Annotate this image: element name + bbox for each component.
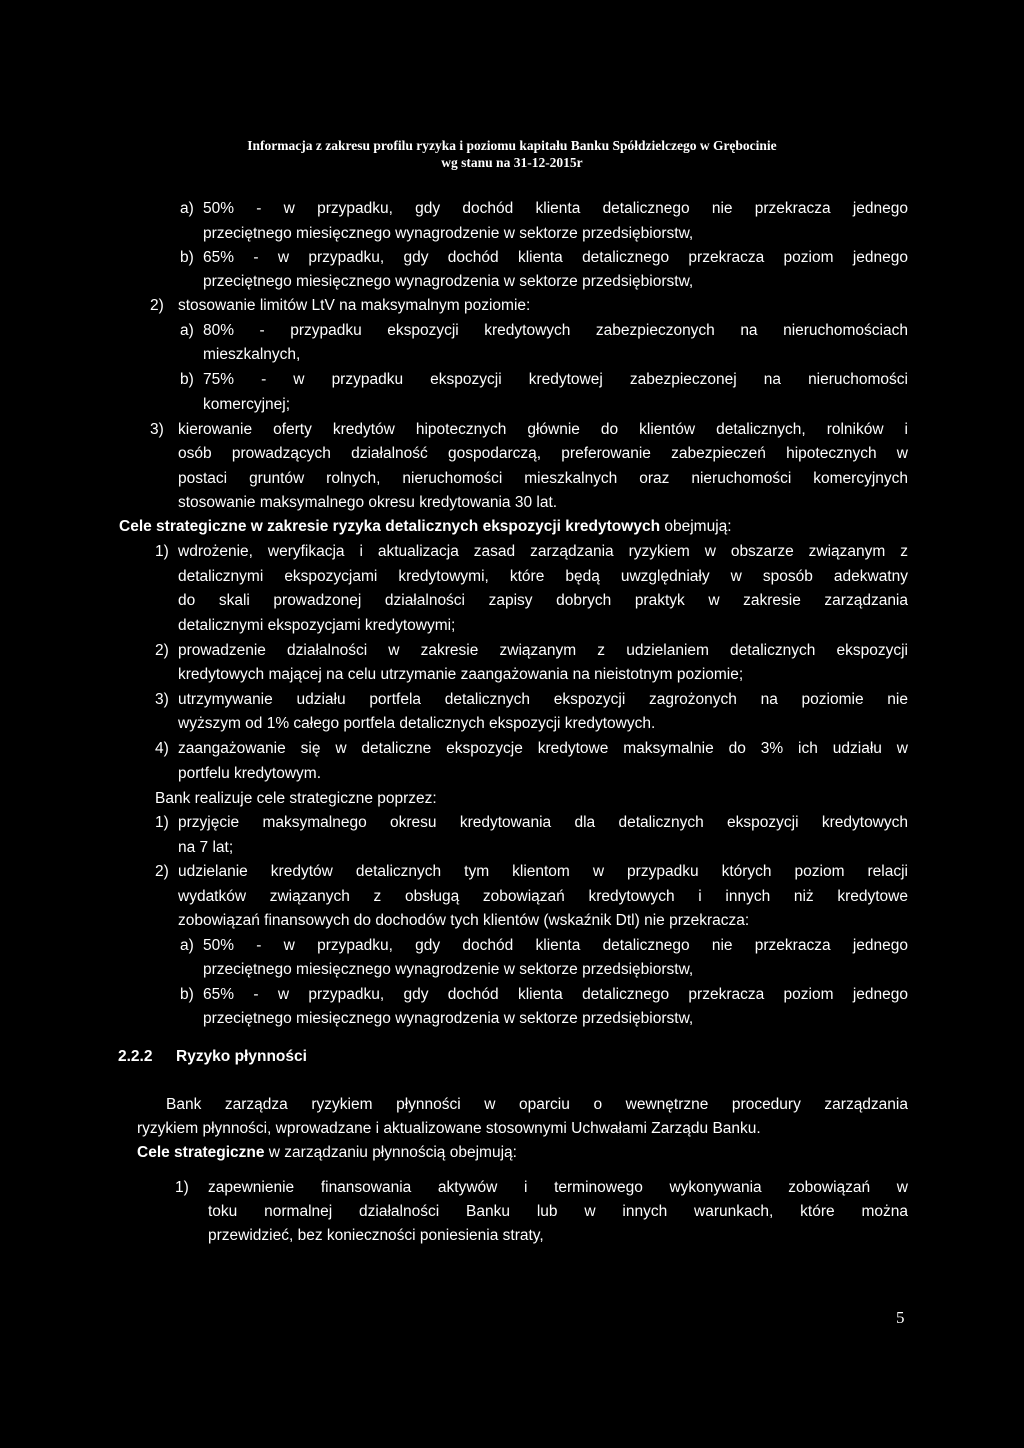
list-marker: 2) (155, 863, 169, 880)
list-item-line: detalicznymi ekspozycjami kredytowymi, które będą uwzględniały w sposób adekwatny (178, 568, 908, 585)
list-item-line: przeciętnego miesięcznego wynagrodzenie w sektorze przedsiębiorstw, (203, 961, 694, 978)
list-item-line: na 7 lat; (178, 839, 234, 856)
paragraph-line: Bank zarządza ryzykiem płynności w oparciu o wewnętrzne procedury zarządzania (166, 1096, 908, 1113)
list-item-line: kredytowych mającej na celu utrzymanie zaangażowania na nieistotnym poziomie; (178, 666, 744, 683)
list-item-line: 65% - w przypadku, gdy dochód klienta detalicznego przekracza poziom jednego (203, 249, 908, 266)
list-item-line: portfelu kredytowym. (178, 765, 321, 782)
list-item-line: stosowanie maksymalnego okresu kredytowania 30 lat. (178, 494, 558, 511)
list-item-line: osób prowadzących działalność gospodarczą, preferowanie zabezpieczeń hipotecznych w (178, 445, 908, 462)
list-item-line: przeciętnego miesięcznego wynagrodzenia w sektorze przedsiębiorstw, (203, 1010, 694, 1027)
paragraph-line: ryzykiem płynności, wprowadzane i aktualizowane stosownymi Uchwałami Zarządu Banku. (137, 1120, 761, 1137)
list-item-line: prowadzenie działalności w zakresie związanym z udzielaniem detalicznych ekspozycji (178, 642, 908, 659)
list-item-line: komercyjnej; (203, 396, 290, 413)
section-title: Ryzyko płynności (176, 1048, 307, 1065)
list-item-line: przewidzieć, bez konieczności poniesienia straty, (208, 1227, 544, 1244)
list-item-line: przeciętnego miesięcznego wynagrodzenia w sektorze przedsiębiorstw, (203, 273, 694, 290)
list-marker: a) (180, 322, 194, 339)
list-marker: 1) (155, 814, 169, 831)
liquidity-goals-heading (137, 1144, 517, 1162)
list-item-line: 65% - w przypadku, gdy dochód klienta detalicznego przekracza poziom jednego (203, 986, 908, 1003)
list-item-line: wyższym od 1% całego portfela detalicznych ekspozycji kredytowych. (178, 715, 656, 732)
list-item-line: zobowiązań finansowych do dochodów tych klientów (wskaźnik Dtl) nie przekracza: (178, 912, 750, 929)
list-item-line: postaci gruntów rolnych, nieruchomości mieszkalnych oraz nieruchomości komercyjnych (178, 470, 908, 487)
list-item-line: utrzymywanie udziału portfela detalicznych ekspozycji zagrożonych na poziomie nie (178, 691, 908, 708)
list-marker: 2) (155, 642, 169, 659)
list-marker: b) (180, 249, 194, 266)
section-number: 2.2.2 (118, 1048, 153, 1065)
heading-rest-text: w zarządzaniu płynnością obejmują: (264, 1144, 517, 1161)
list-marker: 4) (155, 740, 169, 757)
list-item-line: udzielanie kredytów detalicznych tym klientom w przypadku których poziom relacji (178, 863, 908, 880)
list-item-line: 50% - w przypadku, gdy dochód klienta detalicznego nie przekracza jednego (203, 937, 908, 954)
list-item-line: stosowanie limitów LtV na maksymalnym poziomie: (178, 297, 531, 314)
section-heading-retail-goals (119, 518, 732, 536)
list-item-line: przeciętnego miesięcznego wynagrodzenie w sektorze przedsiębiorstw, (203, 225, 694, 242)
list-marker: a) (180, 200, 194, 217)
list-item-line: zaangażowanie się w detaliczne ekspozycje kredytowe maksymalnie do 3% ich udziału w (178, 740, 908, 757)
paragraph-intro: Bank realizuje cele strategiczne poprzez: (155, 790, 437, 807)
list-marker: b) (180, 986, 194, 1003)
list-item-line: wydatków związanych z obsługą zobowiązań kredytowych i innych niż kredytowe (178, 888, 908, 905)
list-item-line: do skali prowadzonej działalności zapisy dobrych praktyk w zakresie zarządzania (178, 592, 908, 609)
list-item-line: toku normalnej działalności Banku lub w innych warunkach, które można (208, 1203, 908, 1220)
list-marker: a) (180, 937, 194, 954)
list-marker: 3) (150, 421, 164, 438)
list-item-line: przyjęcie maksymalnego okresu kredytowania dla detalicznych ekspozycji kredytowych (178, 814, 908, 831)
list-marker: 1) (155, 543, 169, 560)
list-item-line: wdrożenie, weryfikacja i aktualizacja zasad zarządzania ryzykiem w obszarze związanym z (178, 543, 908, 560)
list-item-line: 80% - przypadku ekspozycji kredytowych zabezpieczonych na nieruchomościach (203, 322, 908, 339)
list-marker: 2) (150, 297, 164, 314)
page-number: 5 (896, 1308, 905, 1327)
list-item-line: mieszkalnych, (203, 346, 301, 363)
list-marker: 1) (175, 1179, 189, 1196)
list-item-line: zapewnienie finansowania aktywów i terminowego wykonywania zobowiązań w (208, 1179, 908, 1196)
list-item-line: 75% - w przypadku ekspozycji kredytowej zabezpieczonej na nieruchomości (203, 371, 908, 388)
heading-bold-text: Cele strategiczne w zakresie ryzyka detalicznych ekspozycji kredytowych (119, 518, 661, 535)
document-header-title: Informacja z zakresu profilu ryzyka i poziomu kapitału Banku Spółdzielczego w Grębocinie (247, 138, 777, 153)
heading-bold-text: Cele strategiczne (137, 1144, 265, 1161)
list-item-line: detalicznymi ekspozycjami kredytowymi; (178, 617, 456, 634)
list-item-line: 50% - w przypadku, gdy dochód klienta detalicznego nie przekracza jednego (203, 200, 908, 217)
heading-rest-text: obejmują: (660, 518, 732, 535)
list-marker: 3) (155, 691, 169, 708)
list-item-line: kierowanie oferty kredytów hipotecznych głównie do klientów detalicznych, rolników i (178, 421, 908, 438)
document-header-date: wg stanu na 31-12-2015r (441, 155, 583, 170)
list-marker: b) (180, 371, 194, 388)
